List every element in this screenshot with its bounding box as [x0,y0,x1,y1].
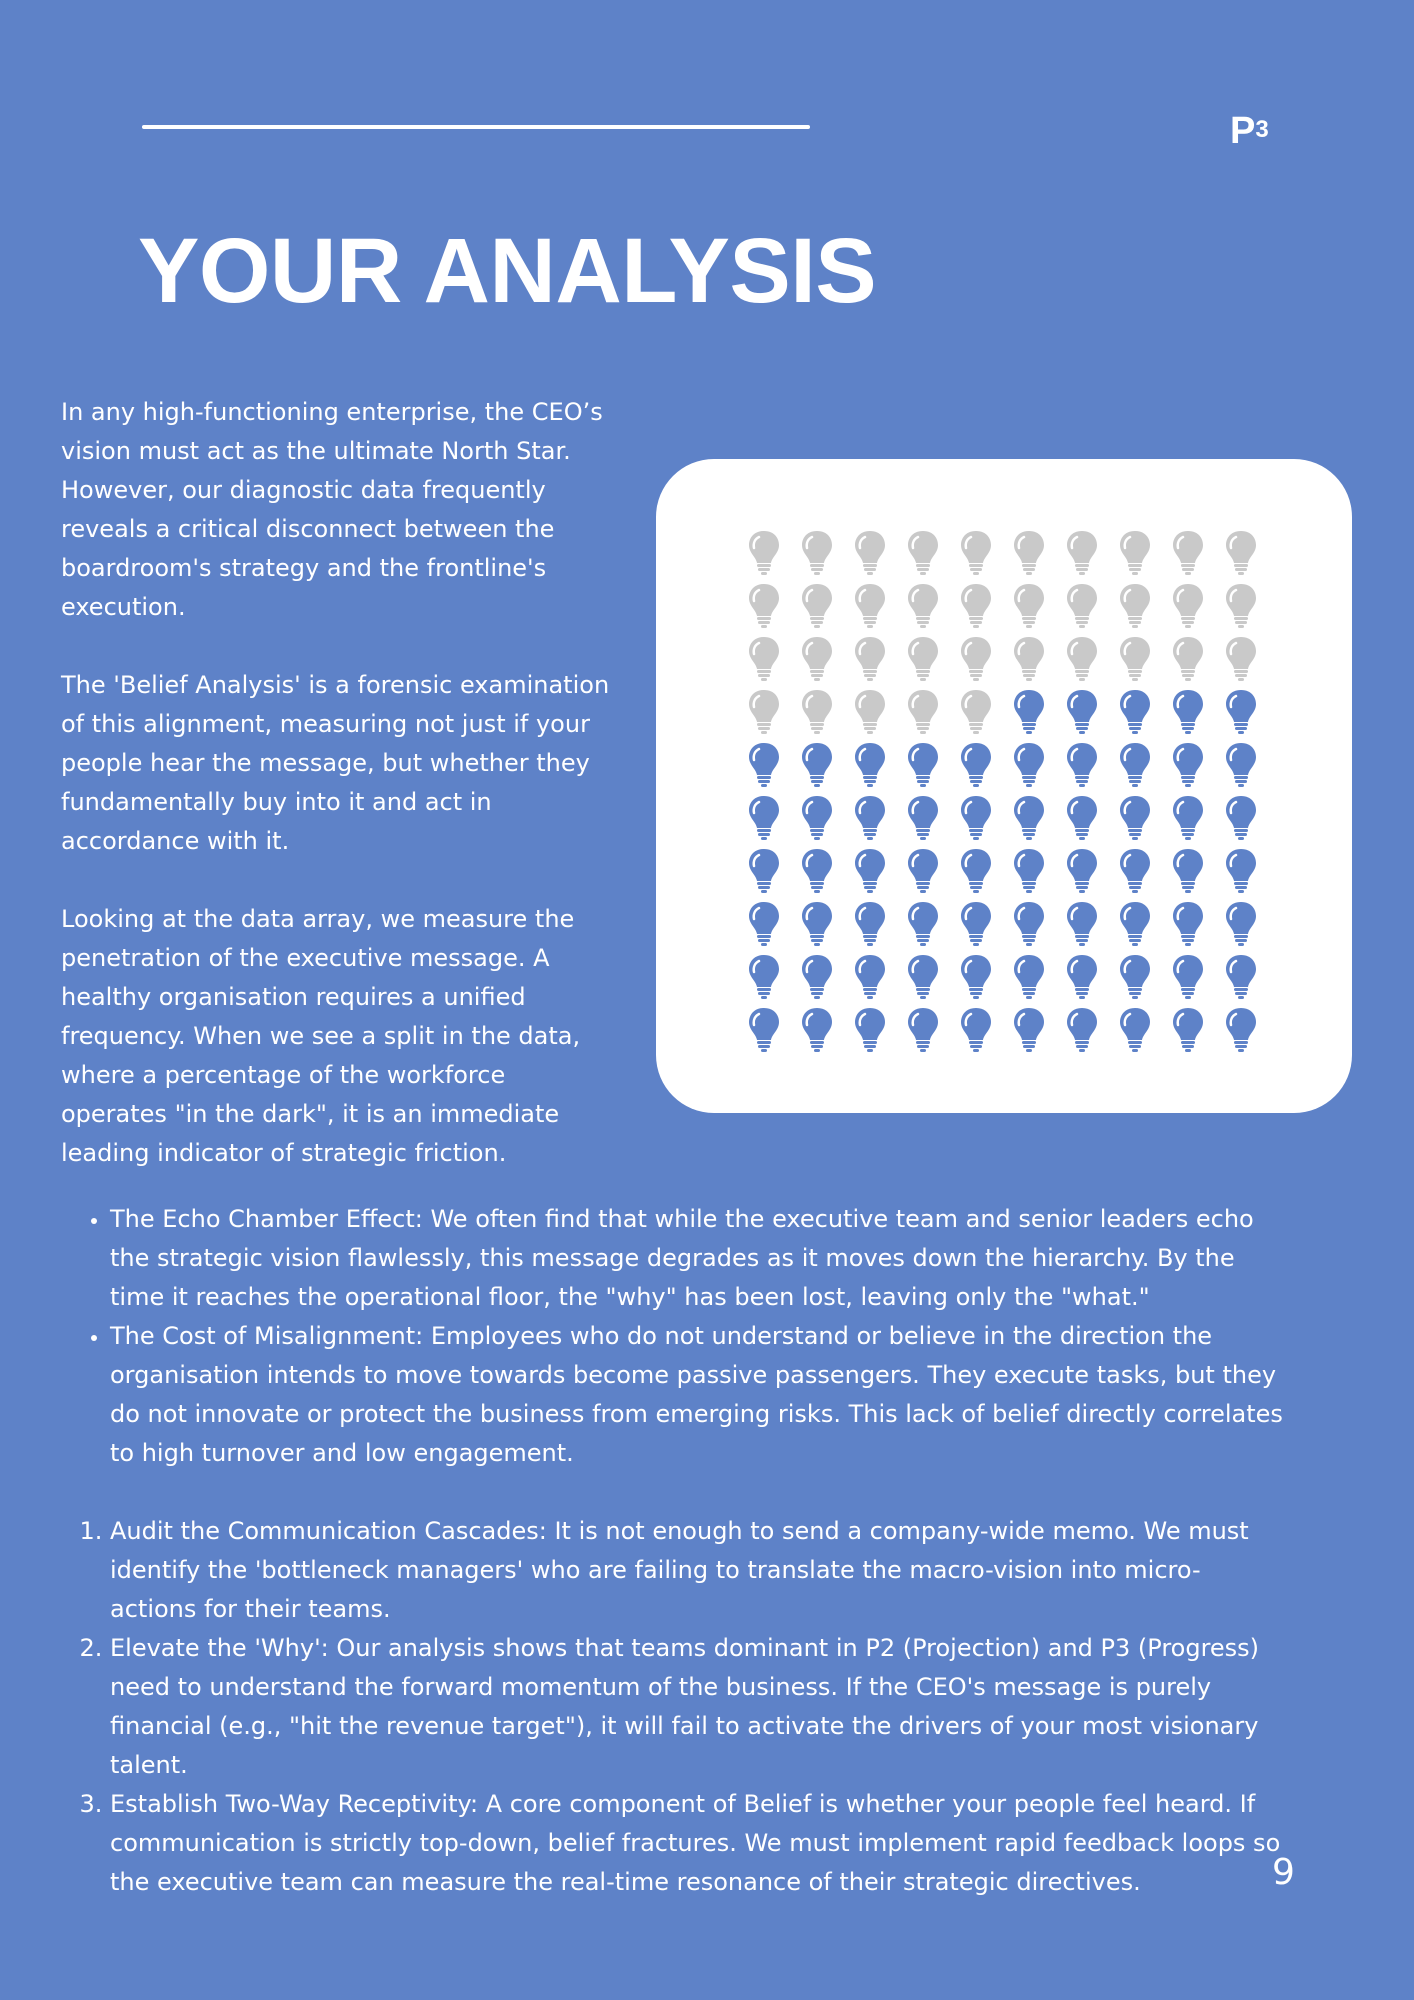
brand-logo [1230,112,1269,150]
lightbulb-lit-icon [1067,796,1097,840]
lightbulb-lit-icon [1226,796,1256,840]
lightbulb-unlit-icon [802,584,832,628]
belief-waffle-chart [656,459,1352,1113]
lightbulb-unlit-icon [1173,637,1203,681]
lightbulb-lit-icon [1226,902,1256,946]
lightbulb-lit-icon [1173,743,1203,787]
lightbulb-lit-icon [1120,955,1150,999]
lightbulb-lit-icon [855,743,885,787]
lightbulb-lit-icon [802,796,832,840]
lightbulb-unlit-icon [908,584,938,628]
lightbulb-lit-icon [749,1008,779,1052]
lightbulb-lit-icon [1014,1008,1044,1052]
lightbulb-lit-icon [855,955,885,999]
lightbulb-lit-icon [1067,690,1097,734]
lightbulb-lit-icon [855,796,885,840]
lightbulb-unlit-icon [855,584,885,628]
lightbulb-unlit-icon [908,690,938,734]
brand-superscript: 3 [1255,116,1269,143]
lightbulb-unlit-icon [1120,584,1150,628]
lightbulb-lit-icon [961,955,991,999]
lightbulb-lit-icon [961,902,991,946]
lightbulb-lit-icon [802,902,832,946]
findings-list [66,1200,1286,1473]
lightbulb-lit-icon [1014,849,1044,893]
lightbulb-lit-icon [961,849,991,893]
lightbulb-unlit-icon [1173,584,1203,628]
lightbulb-unlit-icon [1226,531,1256,575]
lightbulb-lit-icon [749,849,779,893]
lightbulb-unlit-icon [1014,637,1044,681]
lightbulb-unlit-icon [961,584,991,628]
lightbulb-lit-icon [1173,796,1203,840]
lightbulb-lit-icon [1226,1008,1256,1052]
lightbulb-lit-icon [1173,690,1203,734]
lightbulb-lit-icon [1014,902,1044,946]
lightbulb-lit-icon [1014,955,1044,999]
waffle-grid [656,459,1352,1113]
intro-text [61,393,617,1173]
brand-letter: P [1230,110,1256,152]
lightbulb-unlit-icon [1120,531,1150,575]
lightbulb-lit-icon [855,902,885,946]
lightbulb-lit-icon [855,849,885,893]
lightbulb-lit-icon [1226,955,1256,999]
lightbulb-unlit-icon [908,637,938,681]
lightbulb-lit-icon [749,743,779,787]
intro-paragraph: In any high-functioning enterprise, the CEO’s vision must act as the ultimate North Star. However, our diagnostic data frequently reveals a critical disconnect between the boardroom's strategy and the frontline's execution. [61,398,603,621]
lightbulb-lit-icon [1014,690,1044,734]
lightbulb-unlit-icon [749,531,779,575]
lightbulb-unlit-icon [1067,531,1097,575]
lightbulb-unlit-icon [855,637,885,681]
lightbulb-lit-icon [1067,902,1097,946]
lightbulb-unlit-icon [1173,531,1203,575]
lightbulb-lit-icon [1173,849,1203,893]
lightbulb-unlit-icon [961,531,991,575]
lightbulb-unlit-icon [1226,637,1256,681]
lightbulb-lit-icon [1120,690,1150,734]
lightbulb-unlit-icon [802,531,832,575]
recommendations-list [66,1512,1286,1902]
lightbulb-lit-icon [1226,690,1256,734]
lightbulb-lit-icon [908,1008,938,1052]
lightbulb-lit-icon [1173,955,1203,999]
lightbulb-lit-icon [1173,1008,1203,1052]
lightbulb-unlit-icon [855,690,885,734]
header-divider [142,125,810,129]
lightbulb-unlit-icon [802,690,832,734]
lightbulb-lit-icon [1120,902,1150,946]
lightbulb-lit-icon [1067,1008,1097,1052]
lightbulb-lit-icon [1226,849,1256,893]
intro-paragraph: Looking at the data array, we measure the penetration of the executive message. A healthy organisation requires a unified frequency. When we see a split in the data, where a percentage of the workforce operates "in the dark", it is an immediate leading indicator of strategic friction. [61,905,581,1167]
finding-item: • The Echo Chamber Effect: We often find that while the executive team and senior leaders echo the strategic vision flawlessly, this message degrades as it moves down the hierarchy. By the time it reaches the operational floor, the "why" has been lost, leaving only the "what." [110,1200,1286,1317]
lightbulb-unlit-icon [749,637,779,681]
lightbulb-lit-icon [1014,796,1044,840]
lightbulb-unlit-icon [802,637,832,681]
lightbulb-lit-icon [908,743,938,787]
lightbulb-lit-icon [1120,796,1150,840]
lightbulb-lit-icon [908,955,938,999]
recommendation-item: 3. Establish Two-Way Receptivity: A core component of Belief is whether your people feel heard. If communication is strictly top-down, belief fractures. We must implement rapid feedback loops so the executive team can measure the real-time resonance of their strategic directives. [110,1785,1286,1902]
lightbulb-lit-icon [1120,849,1150,893]
lightbulb-lit-icon [1120,743,1150,787]
lightbulb-lit-icon [749,955,779,999]
lightbulb-unlit-icon [961,637,991,681]
lightbulb-lit-icon [961,796,991,840]
lightbulb-lit-icon [908,796,938,840]
lightbulb-unlit-icon [749,584,779,628]
lightbulb-lit-icon [802,955,832,999]
lightbulb-unlit-icon [749,690,779,734]
analysis-points [66,1200,1286,1902]
lightbulb-lit-icon [749,796,779,840]
lightbulb-lit-icon [855,1008,885,1052]
lightbulb-lit-icon [1067,743,1097,787]
lightbulb-unlit-icon [1014,584,1044,628]
page-number: 9 [1272,1852,1295,1893]
lightbulb-lit-icon [961,743,991,787]
lightbulb-lit-icon [908,849,938,893]
intro-paragraph: The 'Belief Analysis' is a forensic examination of this alignment, measuring not just if your people hear the message, but whether they fundamentally buy into it and act in accordance with it. [61,671,610,855]
lightbulb-lit-icon [749,902,779,946]
lightbulb-unlit-icon [1226,584,1256,628]
lightbulb-unlit-icon [855,531,885,575]
page-title: YOUR ANALYSIS [138,220,877,322]
lightbulb-unlit-icon [1120,637,1150,681]
lightbulb-lit-icon [1067,849,1097,893]
lightbulb-unlit-icon [908,531,938,575]
lightbulb-unlit-icon [1067,637,1097,681]
lightbulb-lit-icon [802,849,832,893]
lightbulb-lit-icon [908,902,938,946]
lightbulb-unlit-icon [961,690,991,734]
finding-item: • The Cost of Misalignment: Employees who do not understand or believe in the direction the organisation intends to move towards become passive passengers. They execute tasks, but they do not innovate or protect the business from emerging risks. This lack of belief directly correlates to high turnover and low engagement. [110,1317,1286,1473]
lightbulb-lit-icon [1014,743,1044,787]
lightbulb-lit-icon [1120,1008,1150,1052]
lightbulb-lit-icon [1173,902,1203,946]
lightbulb-lit-icon [1067,955,1097,999]
lightbulb-lit-icon [802,743,832,787]
recommendation-item: 1. Audit the Communication Cascades: It is not enough to send a company-wide memo. We must identify the 'bottleneck managers' who are failing to translate the macro-vision into micro-actions for their teams. [110,1512,1286,1629]
lightbulb-lit-icon [1226,743,1256,787]
lightbulb-unlit-icon [1067,584,1097,628]
lightbulb-lit-icon [802,1008,832,1052]
lightbulb-unlit-icon [1014,531,1044,575]
recommendation-item: 2. Elevate the 'Why': Our analysis shows that teams dominant in P2 (Projection) and P3 (Progress) need to understand the forward momentum of the business. If the CEO's message is purely financial (e.g., "hit the revenue target"), it will fail to activate the drivers of your most visionary talent. [110,1629,1286,1785]
lightbulb-lit-icon [961,1008,991,1052]
